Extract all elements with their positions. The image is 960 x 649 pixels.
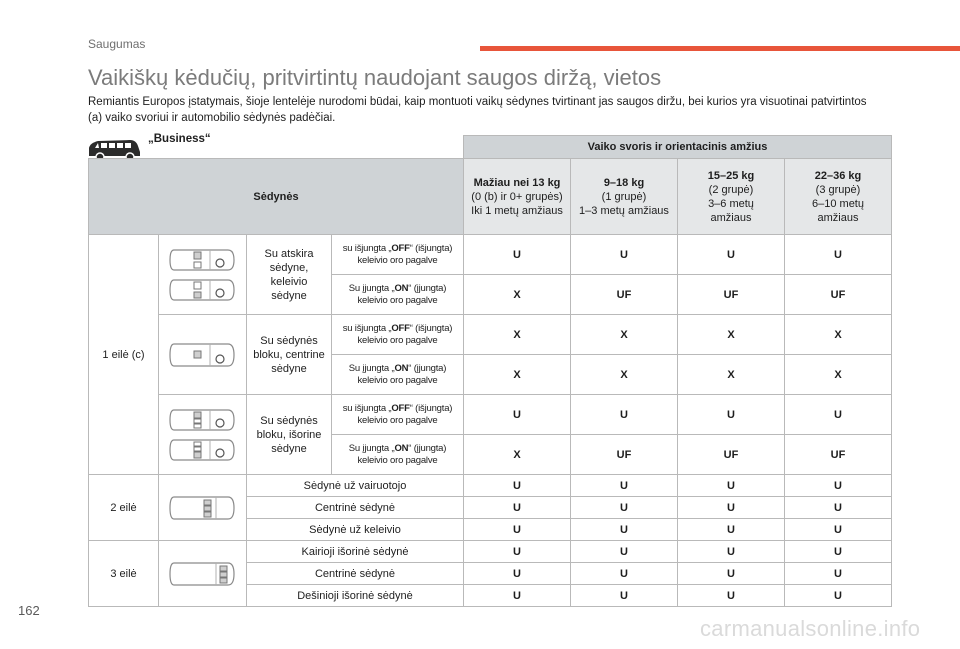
- seat-table: [88, 135, 892, 607]
- table-cell: U: [464, 235, 571, 275]
- seat-description: Su sėdynės bloku, centrine sėdyne: [247, 315, 332, 395]
- column-header: 22–36 kg (3 grupė) 6–10 metų amžiaus: [785, 159, 892, 235]
- seat-name: Sėdynė už vairuotojo: [247, 475, 464, 497]
- column-header: Mažiau nei 13 kg (0 (b) ir 0+ grupės) Iki 1 metų amžiaus: [464, 159, 571, 235]
- table-cell: U: [571, 541, 678, 563]
- table-cell: U: [571, 235, 678, 275]
- airbag-on-label: Su įjungta „ON“ (įjungta) keleivio oro pagalve: [332, 435, 464, 475]
- table-cell: U: [785, 585, 892, 607]
- table-cell: U: [785, 497, 892, 519]
- column-header: 9–18 kg (1 grupė) 1–3 metų amžiaus: [571, 159, 678, 235]
- table-cell: U: [678, 235, 785, 275]
- table-cell: U: [678, 585, 785, 607]
- seat-diagram: [159, 235, 247, 315]
- table-cell: U: [571, 519, 678, 541]
- seat-layout-icon: [168, 340, 238, 370]
- table-cell: U: [678, 475, 785, 497]
- table-cell: U: [678, 541, 785, 563]
- airbag-off-label: su išjungta „OFF“ (išjungta) keleivio oro pagalve: [332, 395, 464, 435]
- table-cell: UF: [678, 435, 785, 475]
- seat-name: Dešinioji išorinė sėdynė: [247, 585, 464, 607]
- table-cell: U: [785, 475, 892, 497]
- table-cell: U: [785, 395, 892, 435]
- table-cell: U: [785, 563, 892, 585]
- page-number: 162: [18, 603, 40, 618]
- table-cell: U: [464, 585, 571, 607]
- table-cell: U: [678, 519, 785, 541]
- seat-diagram: [159, 315, 247, 395]
- seat-layout-icon: [168, 246, 238, 274]
- table-cell: U: [571, 395, 678, 435]
- table-cell: UF: [571, 275, 678, 315]
- seat-name: Kairioji išorinė sėdynė: [247, 541, 464, 563]
- table-cell: X: [785, 315, 892, 355]
- seat-description: Su sėdynės bloku, išorine sėdyne: [247, 395, 332, 475]
- table-cell: U: [678, 497, 785, 519]
- table-row: [89, 315, 892, 355]
- table-cell: X: [464, 435, 571, 475]
- seat-layout-icon: [168, 406, 238, 434]
- table-row: [89, 475, 892, 497]
- table-cell: X: [464, 355, 571, 395]
- table-row: [89, 541, 892, 563]
- table-cell: UF: [571, 435, 678, 475]
- table-cell: X: [678, 355, 785, 395]
- seat-diagram: [159, 541, 247, 607]
- watermark: carmanualsonline.info: [700, 616, 921, 641]
- table-cell: U: [678, 395, 785, 435]
- table-cell: U: [464, 541, 571, 563]
- group-header: Vaiko svoris ir orientacinis amžius: [464, 136, 892, 159]
- table-cell: U: [785, 235, 892, 275]
- table-cell: UF: [785, 435, 892, 475]
- table-cell: U: [785, 519, 892, 541]
- seat-layout-icon: [168, 559, 238, 589]
- airbag-on-label: Su įjungta „ON“ (įjungta) keleivio oro pagalve: [332, 355, 464, 395]
- seat-name: Sėdynė už keleivio: [247, 519, 464, 541]
- row-label: 2 eilė: [89, 475, 159, 541]
- table-cell: U: [464, 475, 571, 497]
- table-cell: U: [464, 497, 571, 519]
- table-cell: UF: [678, 275, 785, 315]
- seat-diagram: [159, 395, 247, 475]
- table-cell: X: [464, 315, 571, 355]
- table-cell: UF: [785, 275, 892, 315]
- intro-text: Remiantis Europos įstatymais, šioje lentelėje nurodomi būdai, kaip montuoti vaikų sėdynes tvirtinant jas saugos diržu, bei kurios yra visuotinai patvirtintos (a) vaiko svoriui ir automobilio sėdynės padėčiai.: [88, 96, 867, 124]
- seat-name: Centrinė sėdynė: [247, 563, 464, 585]
- airbag-off-label: su išjungta „OFF“ (išjungta) keleivio oro pagalve: [332, 315, 464, 355]
- seat-layout-icon: [168, 276, 238, 304]
- table-cell: U: [571, 563, 678, 585]
- table-cell: X: [678, 315, 785, 355]
- row-label: 1 eilė (c): [89, 235, 159, 475]
- seats-header: Sėdynės: [89, 159, 464, 235]
- table-cell: U: [464, 519, 571, 541]
- row-label: 3 eilė: [89, 541, 159, 607]
- seat-description: Su atskira sėdyne, keleivio sėdyne: [247, 235, 332, 315]
- table-cell: X: [571, 315, 678, 355]
- table-cell: U: [785, 541, 892, 563]
- seat-diagram: [159, 475, 247, 541]
- table-cell: X: [571, 355, 678, 395]
- column-header: 15–25 kg (2 grupė) 3–6 metų amžiaus: [678, 159, 785, 235]
- table-cell: U: [571, 585, 678, 607]
- version-label: „Business“: [148, 133, 211, 145]
- page-title: Vaikiškų kėdučių, pritvirtintų naudojant saugos diržą, vietos: [88, 65, 662, 90]
- airbag-off-label: su išjungta „OFF“ (išjungta) keleivio oro pagalve: [332, 235, 464, 275]
- table-cell: U: [571, 497, 678, 519]
- seat-layout-icon: [168, 436, 238, 464]
- seat-name: Centrinė sėdynė: [247, 497, 464, 519]
- section-label: Saugumas: [88, 37, 146, 51]
- seat-layout-icon: [168, 493, 238, 523]
- table-cell: X: [464, 275, 571, 315]
- table-row: [89, 235, 892, 275]
- table-cell: U: [464, 395, 571, 435]
- table-cell: U: [571, 475, 678, 497]
- airbag-on-label: Su įjungta „ON“ (įjungta) keleivio oro pagalve: [332, 275, 464, 315]
- table-row: [89, 395, 892, 435]
- table-cell: U: [464, 563, 571, 585]
- table-cell: U: [678, 563, 785, 585]
- table-cell: X: [785, 355, 892, 395]
- accent-bar: [480, 46, 960, 51]
